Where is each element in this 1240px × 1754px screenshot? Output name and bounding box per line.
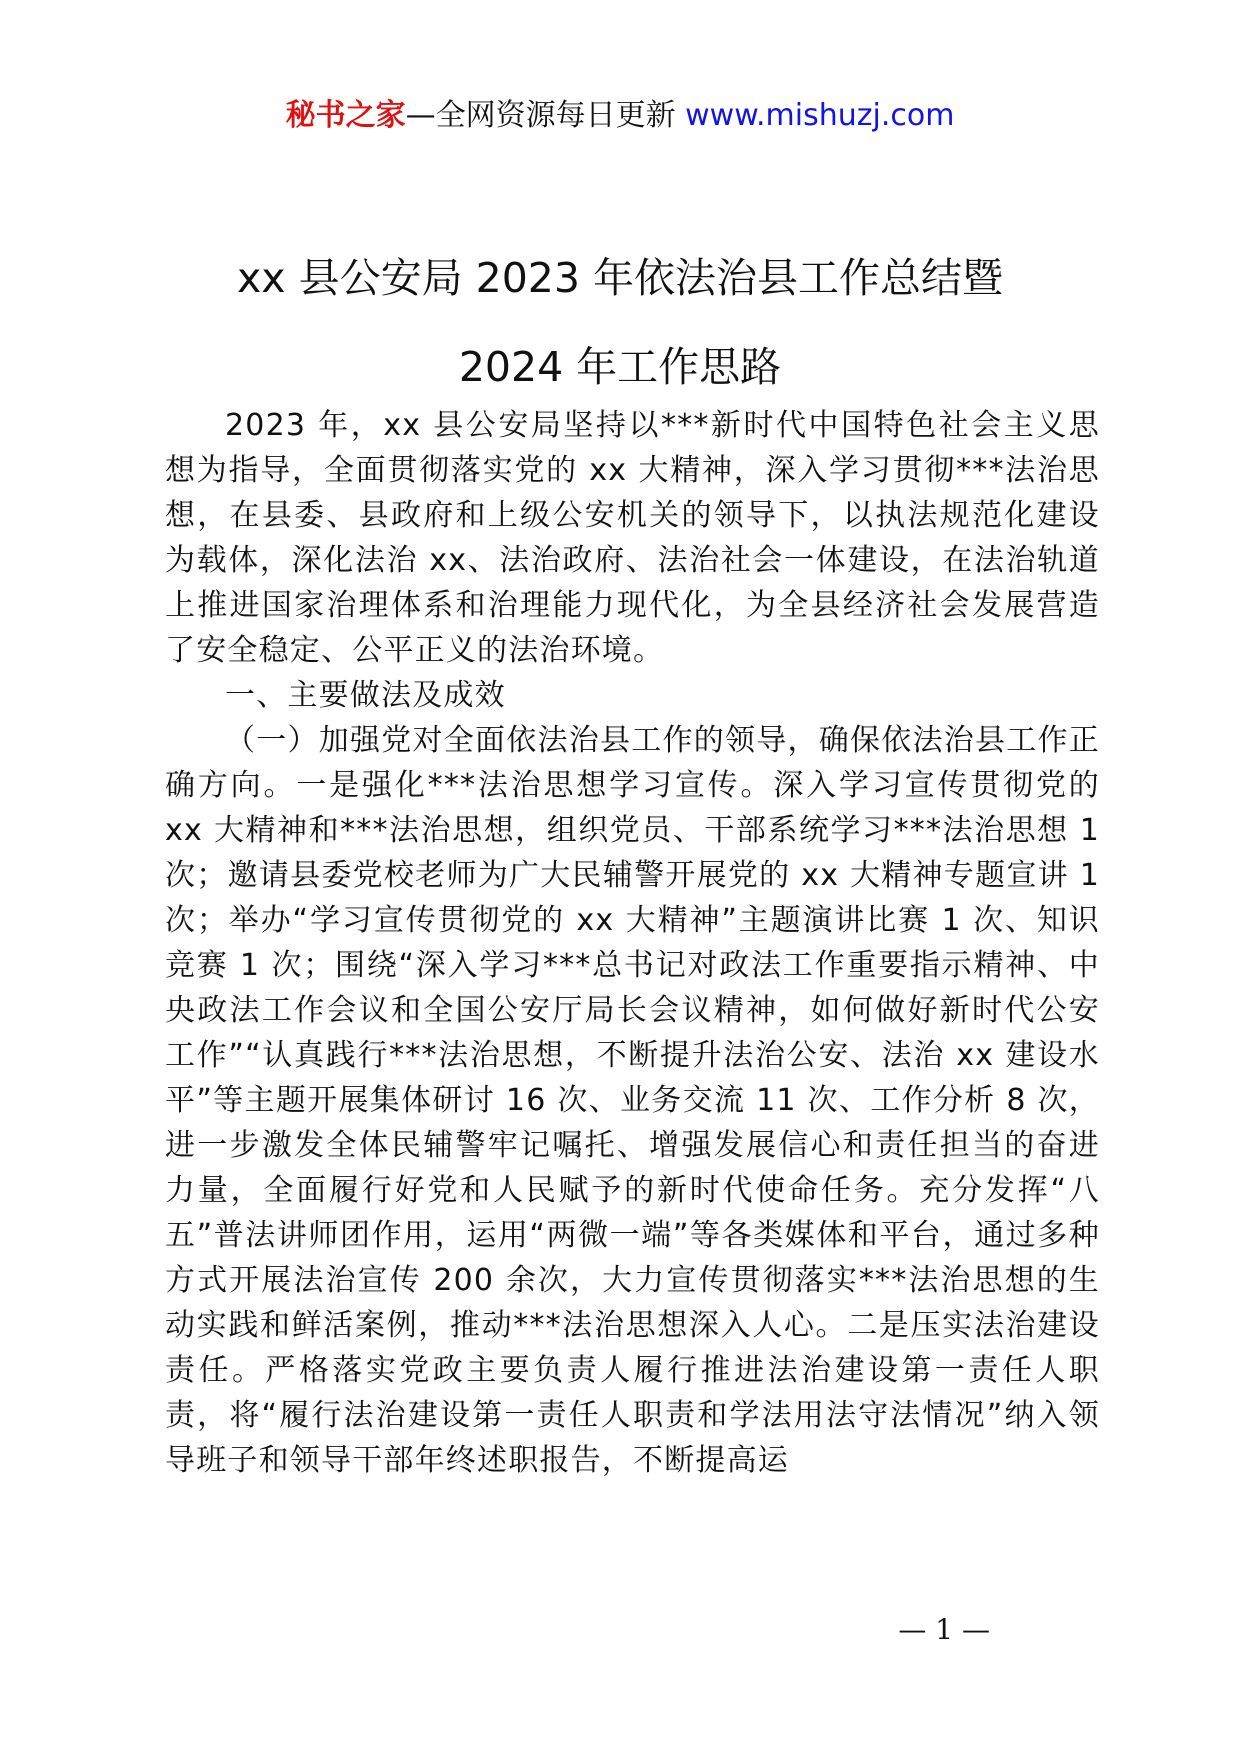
document-title-line-1: xx 县公安局 2023 年依法治县工作总结暨: [237, 254, 1003, 302]
document-title-line-2: 2024 年工作思路: [458, 343, 782, 391]
brand-name: 秘书之家: [285, 98, 406, 133]
section-heading: 一、主要做法及成效: [225, 678, 506, 713]
body-paragraph: （一）加强党对全面依法治县工作的领导，确保依法治县工作正确方向。一是强化***法治思想学习宣传。深入学习宣传贯彻党的 xx 大精神和***法治思想，组织党员、干部系统学习***法治思想 1 次；邀请县委党校老师为广大民辅警开展党的 xx 大精神专题宣讲 1 次；举办“学习宣传贯彻党的 xx 大精神”主题演讲比赛 1 次、知识竞赛 1 次；围绕“深入学习***总书记对政法工作重要指示精神、中央政法工作会议和全国公安厅局长会议精神，如何做好新时代公安工作”“认真践行***法治思想，不断提升法治公安、法治 xx 建设水平”等主题开展集体研讨 16 次、业务交流 11 次、工作分析 8 次，进一步激发全体民辅警牢记嘱托、增强发展信心和责任担当的奋进力量，全面履行好党和人民赋予的新时代使命任务。充分发挥“八五”普法讲师团作用，运用“两微一端”等各类媒体和平台，通过多种方式开展法治宣传 200 余次，大力宣传贯彻落实***法治思想的生动实践和鲜活案例，推动***法治思想深入人心。二是压实法治建设责任。严格落实党政主要负责人履行推进法治建设第一责任人职责，将“履行法治建设第一责任人职责和学法用法守法情况”纳入领导班子和领导干部年终述职报告，不断提高运: [165, 723, 1100, 1478]
site-url-link[interactable]: www.mishuzj.com: [685, 98, 955, 133]
document-body: [165, 403, 1100, 1483]
header-tagline: —全网资源每日更新: [405, 98, 676, 133]
page-number: — 1 —: [898, 1613, 990, 1646]
intro-paragraph: 2023 年，xx 县公安局坚持以***新时代中国特色社会主义思想为指导，全面贯彻落实党的 xx 大精神，深入学习贯彻***法治思想，在县委、县政府和上级公安机关的领导下，以执法规范化建设为载体，深化法治 xx、法治政府、法治社会一体建设，在法治轨道上推进国家治理体系和治理能力现代化，为全县经济社会发展营造了安全稳定、公平正义的法治环境。: [165, 408, 1100, 668]
site-header: [0, 96, 1240, 136]
